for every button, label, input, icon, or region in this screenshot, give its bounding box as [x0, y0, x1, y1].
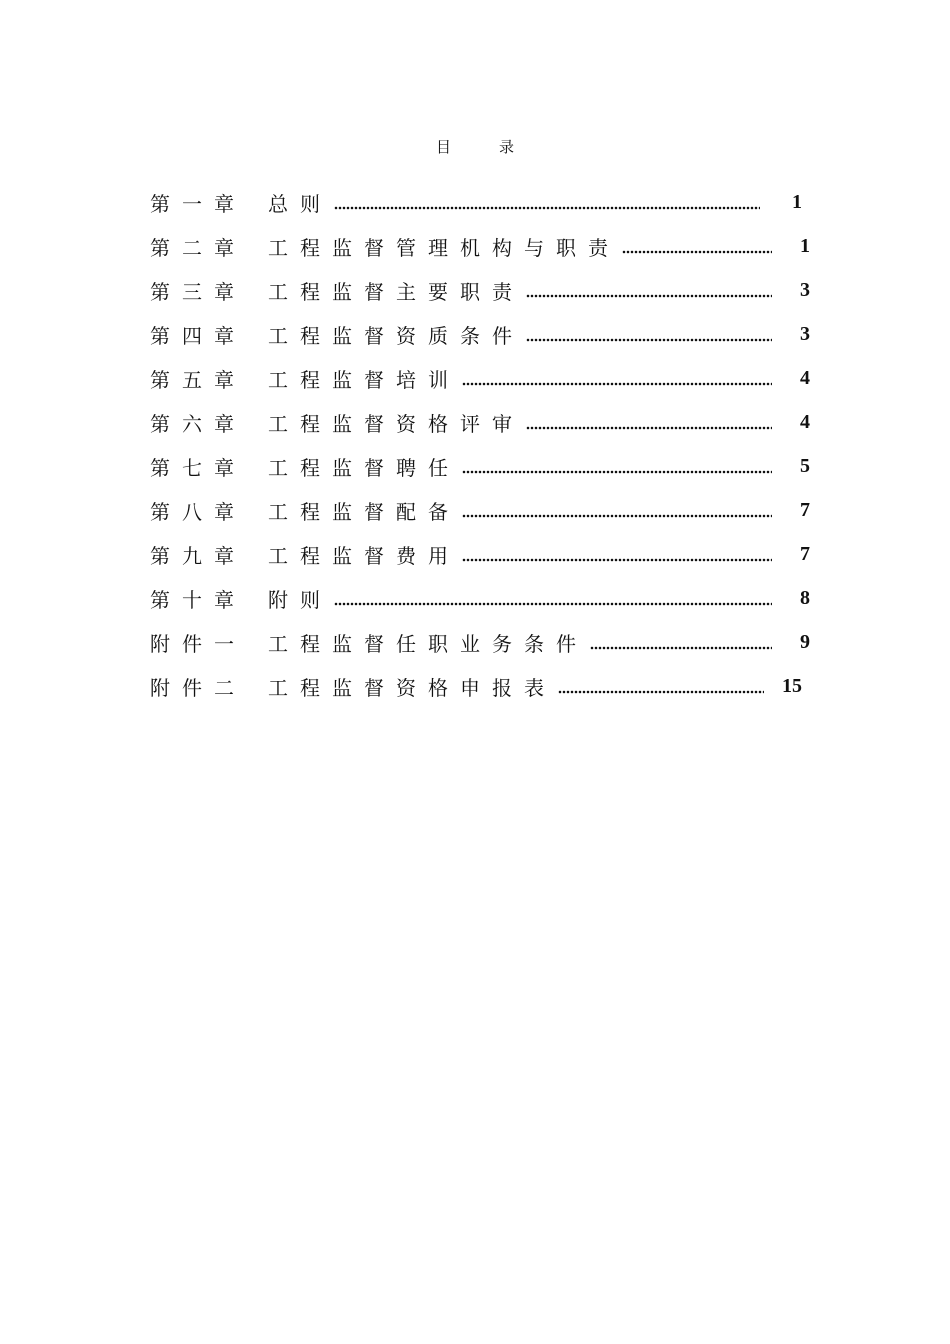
- toc-chapter-title: 工程监督资质条件: [268, 323, 524, 348]
- page-title: 目录: [435, 138, 562, 156]
- toc-entry[interactable]: [150, 620, 810, 664]
- toc-chapter-title: 工程监督培训: [268, 367, 460, 392]
- toc-entry[interactable]: [150, 576, 810, 620]
- toc-dot-leader: [462, 456, 772, 476]
- toc-appendix-number: 附件一: [150, 631, 246, 656]
- toc-chapter-number: 第一章: [150, 191, 246, 216]
- toc-dot-leader: [526, 324, 772, 344]
- toc-entry[interactable]: [150, 532, 810, 576]
- toc-entry[interactable]: [150, 356, 810, 400]
- toc-chapter-title: 工程监督配备: [268, 499, 460, 524]
- toc-page-number: 15: [782, 674, 802, 697]
- toc-page-number: 8: [800, 586, 810, 609]
- toc-dot-leader: [334, 588, 772, 608]
- toc-chapter-title: 工程监督资格评审: [268, 411, 524, 436]
- toc-chapter-title: 工程监督费用: [268, 543, 460, 568]
- toc-entry[interactable]: [150, 312, 810, 356]
- toc-appendix-number: 附件二: [150, 675, 246, 700]
- toc-page-number: 4: [800, 366, 810, 389]
- toc-chapter-title: 工程监督主要职责: [268, 279, 524, 304]
- toc-page-number: 3: [800, 322, 810, 345]
- toc-page-number: 1: [800, 234, 810, 257]
- toc-page-number: 7: [800, 498, 810, 521]
- toc-entry[interactable]: [150, 664, 810, 708]
- toc-page-number: 9: [800, 630, 810, 653]
- toc-page-number: 3: [800, 278, 810, 301]
- toc-chapter-number: 第五章: [150, 367, 246, 392]
- toc-entry[interactable]: [150, 488, 810, 532]
- toc-dot-leader: [462, 368, 772, 388]
- toc-chapter-number: 第二章: [150, 235, 246, 260]
- toc-page-number: 4: [800, 410, 810, 433]
- toc-dot-leader: [590, 632, 772, 652]
- toc-chapter-title: 总则: [268, 191, 332, 216]
- toc-chapter-title: 附则: [268, 587, 332, 612]
- toc-dot-leader: [526, 412, 772, 432]
- toc-chapter-number: 第四章: [150, 323, 246, 348]
- toc-chapter-number: 第三章: [150, 279, 246, 304]
- table-of-contents: [150, 180, 810, 708]
- toc-dot-leader: [462, 544, 772, 564]
- toc-chapter-number: 第九章: [150, 543, 246, 568]
- toc-entry[interactable]: [150, 268, 810, 312]
- toc-entry[interactable]: [150, 180, 810, 224]
- toc-appendix-title: 工程监督资格申报表: [268, 675, 556, 700]
- toc-dot-leader: [526, 280, 772, 300]
- toc-page-number: 1: [792, 190, 802, 213]
- toc-entry[interactable]: [150, 224, 810, 268]
- toc-chapter-number: 第八章: [150, 499, 246, 524]
- toc-dot-leader: [462, 500, 772, 520]
- toc-entry[interactable]: [150, 400, 810, 444]
- toc-chapter-title: 工程监督管理机构与职责: [268, 235, 620, 260]
- toc-dot-leader: [334, 192, 760, 212]
- toc-appendix-title: 工程监督任职业务条件: [268, 631, 588, 656]
- toc-dot-leader: [558, 676, 764, 696]
- toc-chapter-number: 第六章: [150, 411, 246, 436]
- toc-entry[interactable]: [150, 444, 810, 488]
- toc-page-number: 7: [800, 542, 810, 565]
- toc-chapter-title: 工程监督聘任: [268, 455, 460, 480]
- toc-dot-leader: [622, 236, 772, 256]
- toc-chapter-number: 第十章: [150, 587, 246, 612]
- toc-page-number: 5: [800, 454, 810, 477]
- toc-chapter-number: 第七章: [150, 455, 246, 480]
